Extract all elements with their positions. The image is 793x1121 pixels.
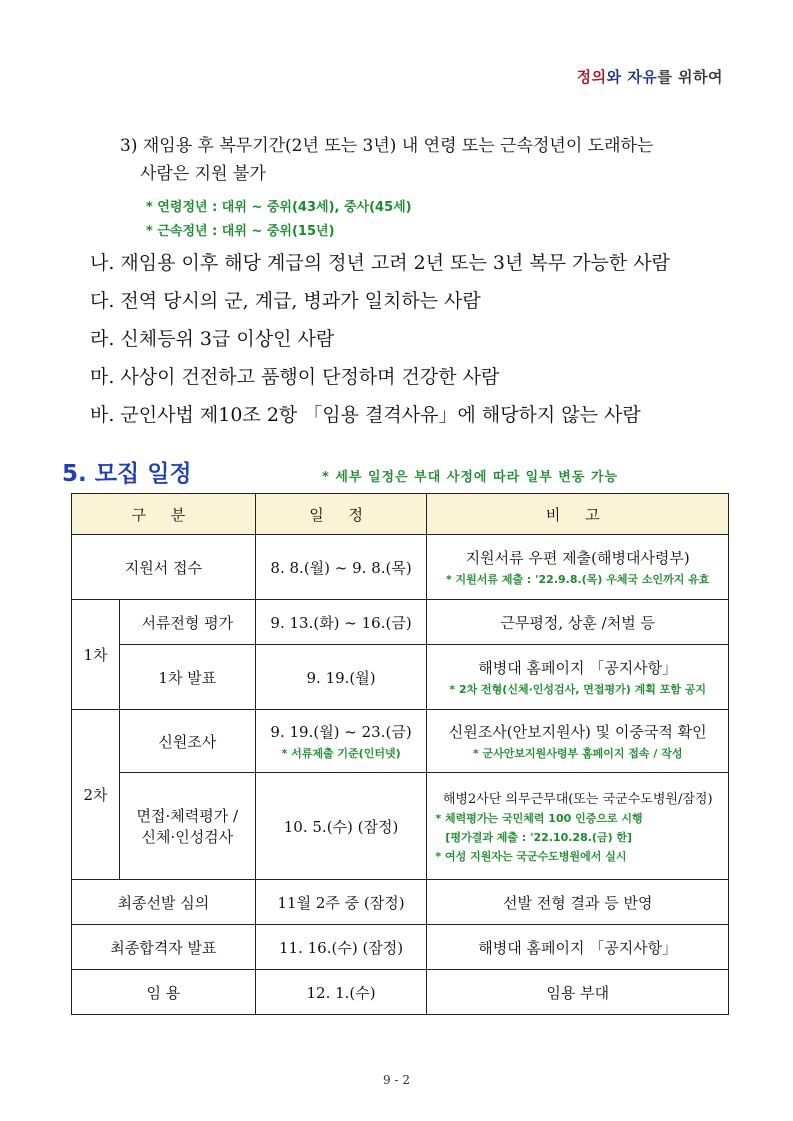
row-label: 1차 발표 (119, 645, 255, 710)
table-header-row (72, 494, 729, 535)
item-3 (120, 132, 740, 188)
section-title: 5. 모집 일정 (62, 461, 192, 487)
remark-note-3: * 여성 지원자는 국군수도병원에서 실시 (435, 850, 627, 863)
row-date: 8. 8.(월) ~ 9. 8.(목) (255, 535, 427, 600)
row-date: 10. 5.(수) (잠정) (255, 773, 427, 880)
item-da: 다. 전역 당시의 군, 계급, 병과가 일치하는 사람 (90, 290, 481, 312)
row-label: 최종선발 심의 (72, 880, 256, 925)
item-na: 나. 재임용 이후 해당 계급의 정년 고려 2년 또는 3년 복무 가능한 사람 (90, 252, 670, 274)
row-label: 최종합격자 발표 (72, 925, 256, 970)
row-date: 9. 19.(월) (255, 645, 427, 710)
row-label: 서류전형 평가 (119, 600, 255, 645)
table-row (72, 773, 729, 880)
motto-part-1: 정의 (576, 68, 607, 86)
remark-note-2: [평가결과 제출 : '22.10.28.(금) 한] (445, 831, 633, 844)
item-ra: 라. 신체등위 3급 이상인 사람 (90, 328, 335, 350)
row-date: 9. 13.(화) ~ 16.(금) (255, 600, 427, 645)
group-label-2: 2차 (72, 710, 120, 880)
row-remark: 선발 전형 결과 등 반영 (427, 880, 729, 925)
row-label (119, 773, 255, 880)
group-label-1: 1차 (72, 600, 120, 710)
table-row (72, 970, 729, 1015)
header-category: 구 분 (72, 494, 256, 535)
row-remark: 임용 부대 (427, 970, 729, 1015)
row-remark (427, 645, 729, 710)
date-main: 9. 19.(월) ~ 23.(금) (270, 723, 412, 741)
label-line-1: 면접·체력평가 / (136, 807, 239, 825)
table-row (72, 710, 729, 773)
remark-main: 신원조사(안보지원사) 및 이중국적 확인 (448, 723, 707, 741)
item-ba: 바. 군인사법 제10조 2항 「임용 결격사유」에 해당하지 않는 사람 (90, 404, 641, 426)
row-date: 11. 16.(수) (잠정) (255, 925, 427, 970)
motto-part-2: 와 자유 (606, 68, 658, 86)
service-limit-note: * 근속정년 : 대위 ~ 중위(15년) (146, 224, 335, 239)
remark-note: * 지원서류 제출 : '22.9.8.(목) 우체국 소인까지 유효 (445, 573, 710, 586)
row-remark: 해병대 홈페이지 「공지사항」 (427, 925, 729, 970)
header-motto (577, 66, 723, 87)
row-date: 11월 2주 중 (잠정) (255, 880, 427, 925)
row-date (255, 710, 427, 773)
table-row (72, 600, 729, 645)
remark-note: * 2차 전형(신체·인성검사, 면접평가) 계획 포함 공지 (449, 683, 707, 696)
table-row (72, 925, 729, 970)
table-row (72, 880, 729, 925)
schedule-table (71, 493, 729, 1015)
item-3-line-1: 3) 재임용 후 복무기간(2년 또는 3년) 내 연령 또는 근속정년이 도래하는 (120, 136, 654, 156)
remark-note-1: * 체력평가는 국민체력 100 인증으로 시행 (435, 812, 643, 825)
remark-note: * 군사안보지원사령부 홈페이지 접속 / 작성 (472, 747, 683, 760)
row-remark (427, 535, 729, 600)
remark-main: 지원서류 우편 제출(해병대사령부) (465, 549, 690, 567)
table-row (72, 645, 729, 710)
remark-main: 해병2사단 의무근무대(또는 국군수도병원/잠정) (442, 792, 713, 807)
row-label: 신원조사 (119, 710, 255, 773)
date-note: * 서류제출 기준(인터넷) (281, 747, 401, 760)
age-limit-note: * 연령정년 : 대위 ~ 중위(43세), 중사(45세) (146, 200, 412, 215)
row-label: 임 용 (72, 970, 256, 1015)
table-row (72, 535, 729, 600)
item-3-line-2: 사람은 지원 불가 (140, 164, 266, 184)
header-schedule: 일 정 (255, 494, 427, 535)
label-line-2: 신체·인성검사 (141, 828, 234, 846)
section-note: * 세부 일정은 부대 사정에 따라 일부 변동 가능 (322, 470, 619, 485)
remark-main: 해병대 홈페이지 「공지사항」 (478, 659, 678, 677)
row-label: 지원서 접수 (72, 535, 256, 600)
item-ma: 마. 사상이 건전하고 품행이 단정하며 건강한 사람 (90, 366, 500, 388)
row-remark (427, 710, 729, 773)
page-number: 9 - 2 (383, 1073, 410, 1087)
motto-part-3: 를 위하여 (657, 68, 723, 86)
row-remark (427, 773, 729, 880)
row-remark: 근무평정, 상훈 /처벌 등 (427, 600, 729, 645)
header-remarks: 비 고 (427, 494, 729, 535)
row-date: 12. 1.(수) (255, 970, 427, 1015)
